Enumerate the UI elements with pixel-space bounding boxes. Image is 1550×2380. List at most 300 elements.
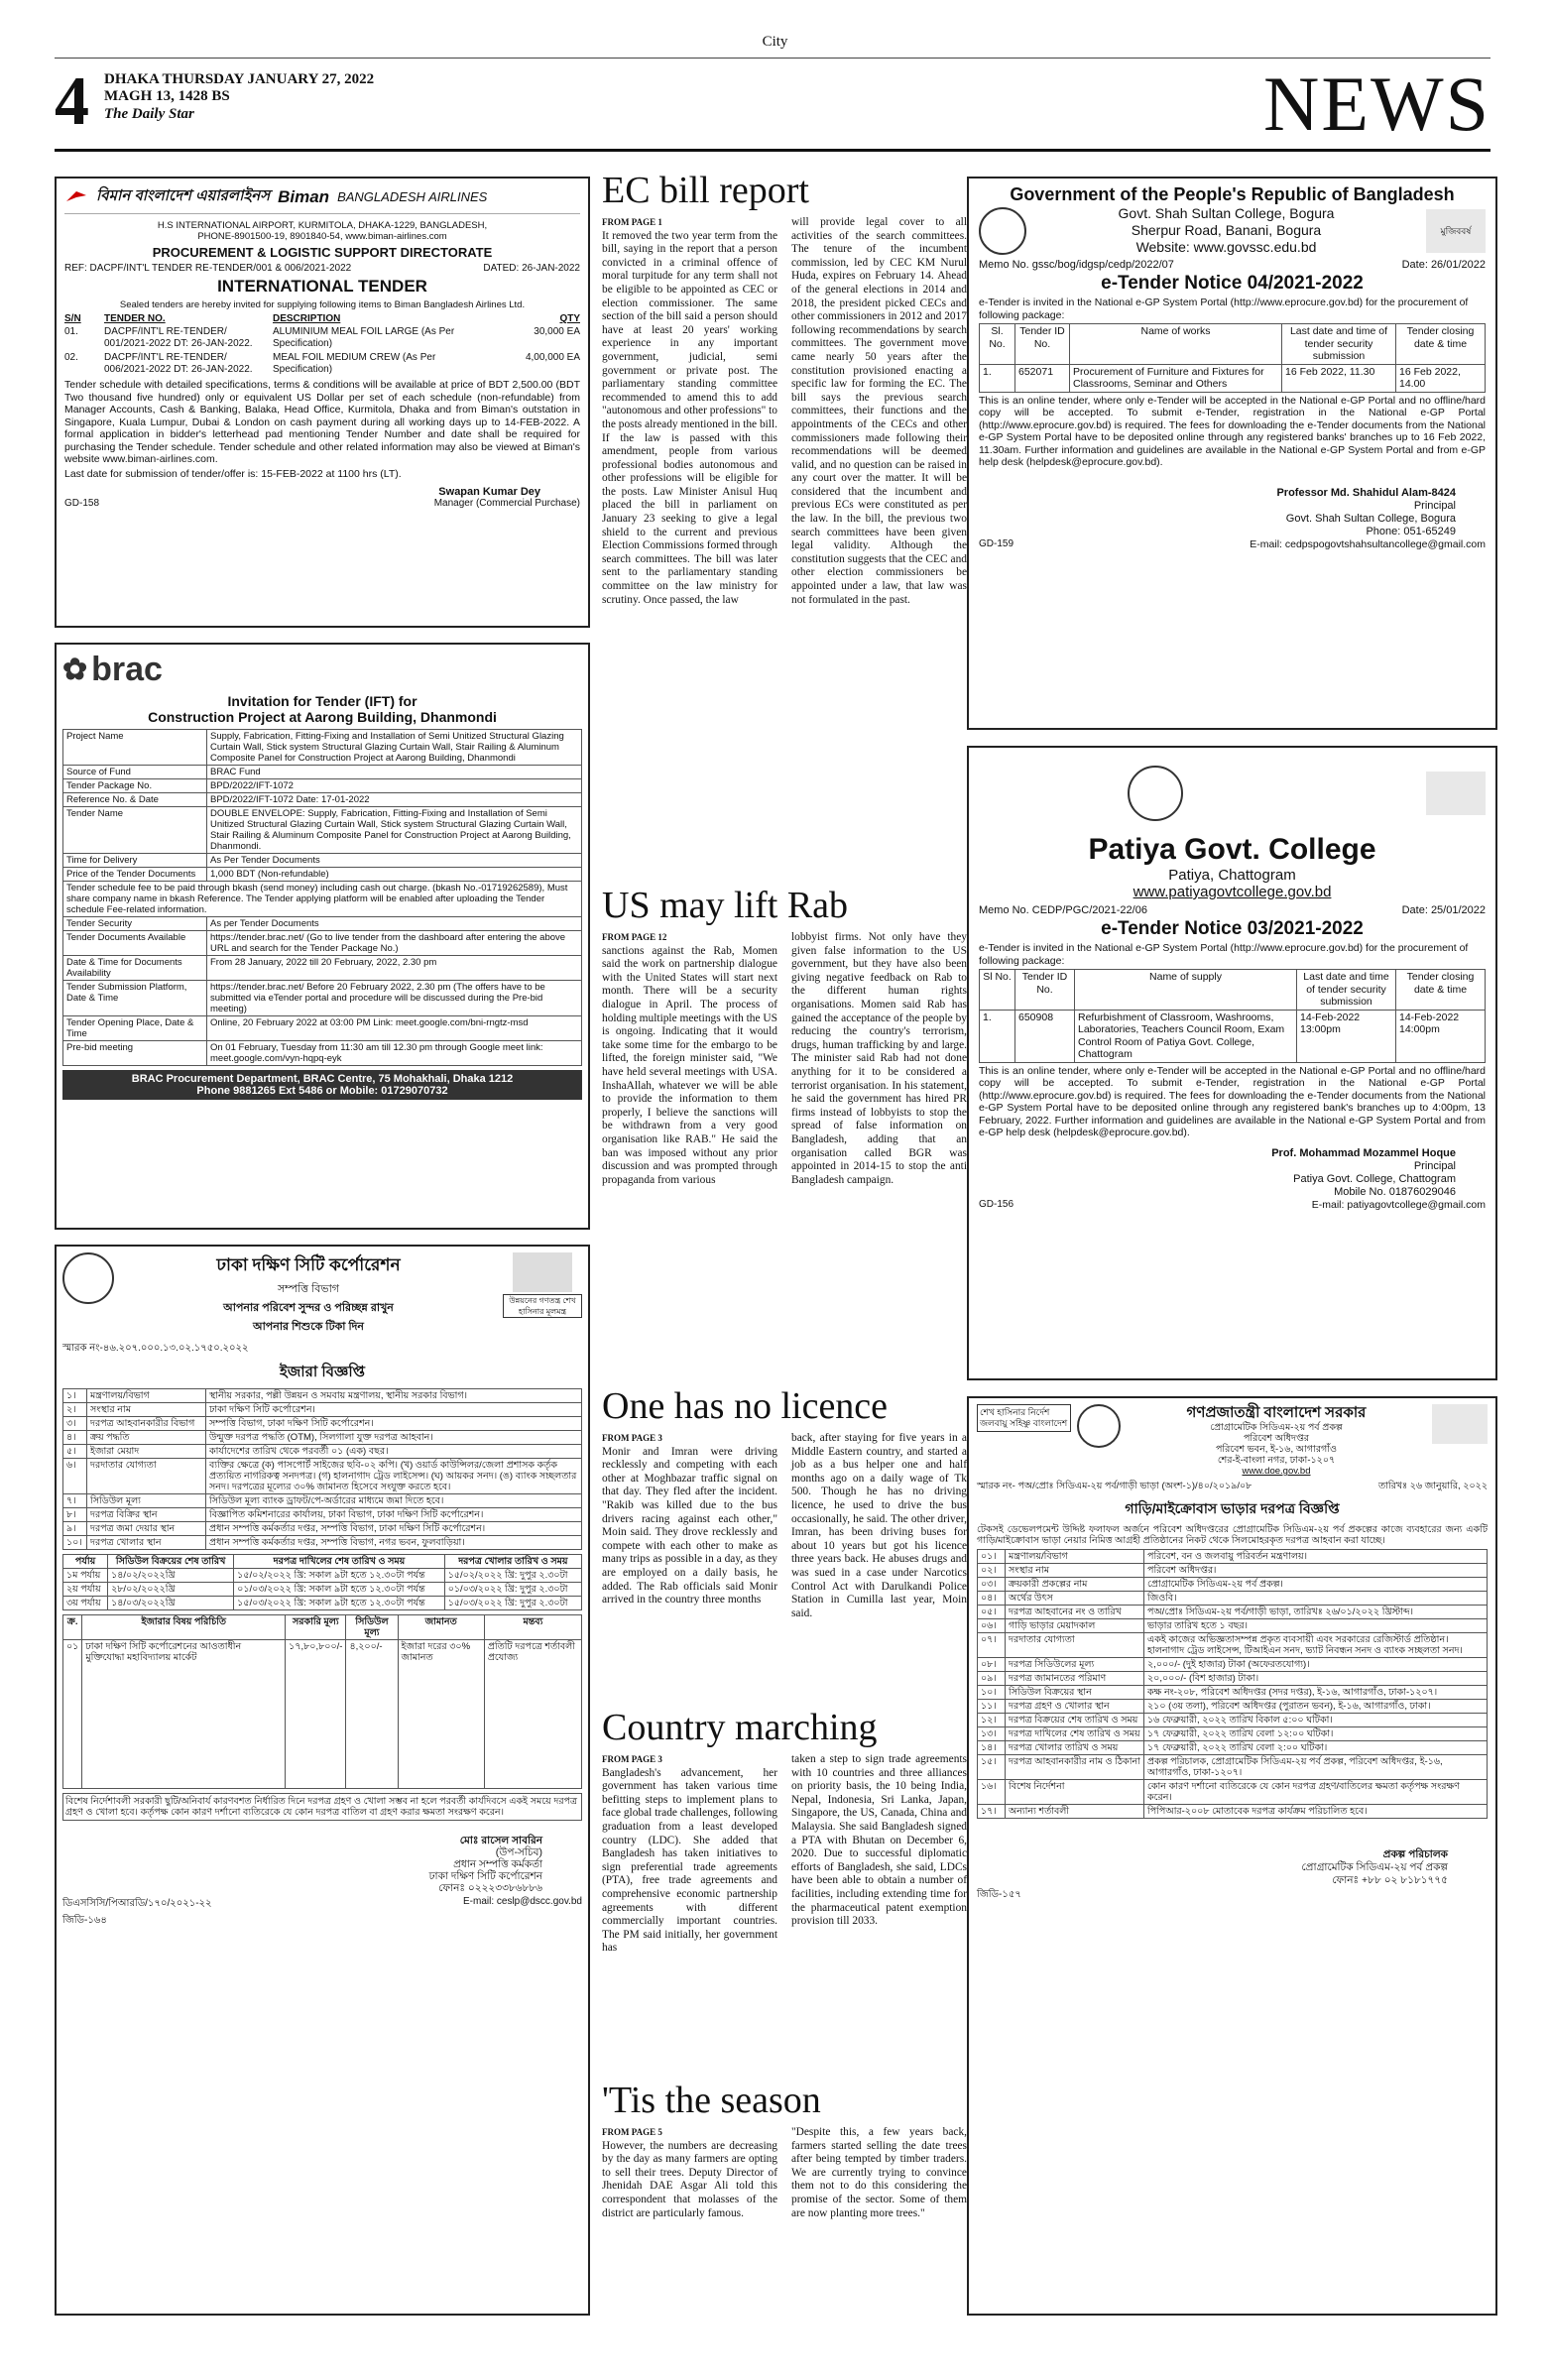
story-text: However, the numbers are decreasing by the day as many farmers are opting to sell their trees. Deputy Director of Jhenidah DAE Asgar Ali told this correspondent that molasses of the district are particularly famous. xyxy=(602,2139,777,2219)
college-emblem-icon xyxy=(979,207,1026,255)
cell: From 28 January, 2022 till 20 February, 2022, 2.30 pm xyxy=(207,956,582,981)
masthead: NEWS xyxy=(1263,60,1490,147)
dscc-signer-line: (উপ-সচিব) xyxy=(495,1846,542,1858)
col-header: S/N xyxy=(64,313,81,324)
patiya-place: Patiya, Chattogram xyxy=(1168,867,1296,884)
doe-signer: প্রকল্প পরিচালক xyxy=(1382,1848,1448,1860)
patiya-body: This is an online tender, where only e-Tender will be accepted in the National e-GP Portal and no offline/hard copy will be accepted. To submit e-Tender, registration in the National e-GP Portal (http://www.eprocure.gov.bd) is required. The fees for downloading the e-Tender documents from the National e-GP System Portal have to be deposited online through any registered bank's branches up to 4:00pm, 13 February, 2022. Further information and guidelines are available in the National e-GP System Portal and from e-GP help desk (helpdesk@eprocure.gov.bd). xyxy=(979,1064,1486,1138)
cell: ৫। xyxy=(63,1445,87,1459)
cell: ঢাকা দক্ষিণ সিটি কর্পোরেশনের আওতাধীন মুক্তিযোদ্ধা মহাবিদ্যালয় মার্কেট xyxy=(82,1640,286,1789)
table-row xyxy=(63,766,582,779)
biman-signer: Swapan Kumar Dey xyxy=(438,486,540,498)
dscc-header xyxy=(62,1252,582,1337)
table-row xyxy=(63,1583,582,1597)
cell: দরপত্র দাখিলের শেষ তারিখ ও সময় xyxy=(1006,1727,1144,1741)
divider xyxy=(55,149,1490,152)
doe-memo: স্মারক নং- পঅ/প্রোঃ সিডিএম-২য় পর্ব/গাড়ী ভাড়া (অংশ-১)/৪০/২০১৯/০৮ xyxy=(977,1481,1252,1491)
cell: কোন কারণ দর্শানো ব্যতিরেকে যে কোন দরপত্র গ্রহণ/বাতিলের ক্ষমতা কর্তৃপক্ষ সংরক্ষণ করেন। xyxy=(1144,1780,1488,1805)
cell: Tender Name xyxy=(63,807,207,854)
cell: পরিবেশ অধিদপ্তর। xyxy=(1144,1564,1488,1578)
cell: BPD/2022/IFT-1072 Date: 17-01-2022 xyxy=(207,793,582,807)
shah-header xyxy=(979,205,1486,256)
cell: ১৭ ফেব্রুয়ারী, ২০২২ তারিখ বেলা ১২:০০ ঘটিকা। xyxy=(1144,1727,1488,1741)
brac-logo-text: brac xyxy=(91,651,163,688)
col-header: ইজারার বিষয় পরিচিতি xyxy=(82,1615,286,1640)
cell: DOUBLE ENVELOPE: Supply, Fabrication, Fitting-Fixing and Installation of Semi Unitized Structural Glazing Curtain Wall, Stick system Structural Glazing Curtain Wall, Stair Railing & Aluminum Composite Panel for Construction Project at Aarong Building, Dhanmondi. xyxy=(207,807,582,854)
table-row xyxy=(978,1619,1488,1633)
cell: ক্রয় পদ্ধতি xyxy=(87,1431,206,1445)
cell: ০১/০৩/২০২২ খ্রি: সকাল ৯টা হতে ১২.৩০টা পর্যন্ত xyxy=(234,1583,445,1597)
cell: অন্যান্য শর্তাবলী xyxy=(1006,1805,1144,1819)
cell: ৪,২০০/- xyxy=(346,1640,398,1789)
cell: দরপত্র গ্রহণ ও খোলার স্থান xyxy=(1006,1700,1144,1714)
cell: 1. xyxy=(980,1010,1015,1062)
patiya-memo: Memo No. CEDP/PGC/2021-22/06 xyxy=(979,904,1147,916)
cell: দরপত্র জমা দেয়ার স্থান xyxy=(87,1522,206,1536)
cell: ১৫/০২/২০২২ খ্রি: দুপুর ২.৩০টা xyxy=(444,1569,581,1583)
cell: DACPF/INT'L RE-TENDER/ 001/2021-2022 DT: 26-JAN-2022. xyxy=(104,326,253,349)
cell: Tender schedule fee to be paid through bkash (send money) including cash out charge. (bkash No.-01719262589), Must share company name in bkash Reference. The Tender applying platform will be enabled after uploading the Tender schedule Fee-related information. xyxy=(63,882,582,917)
ad-code: GD-156 xyxy=(979,1198,1014,1210)
cell: অর্থের উৎস xyxy=(1006,1592,1144,1606)
cell: ১৩। xyxy=(978,1727,1006,1741)
dscc-schedule-table xyxy=(62,1554,582,1610)
doe-web: www.doe.gov.bd xyxy=(1242,1466,1311,1477)
patiya-email: E-mail: patiyagovtcollege@gmail.com xyxy=(1311,1198,1486,1211)
cell: ০৬। xyxy=(978,1619,1006,1633)
table-row xyxy=(978,1727,1488,1741)
patiya-logo-row xyxy=(979,754,1486,833)
cell: দরদাতার যোগ্যতা xyxy=(87,1459,206,1494)
cell: DACPF/INT'L RE-TENDER/ 006/2021-2022 DT: 26-JAN-2022. xyxy=(104,352,253,375)
story-dateline: FROM PAGE 3 xyxy=(602,1754,662,1764)
cell: সংস্থার নাম xyxy=(87,1403,206,1417)
story-body xyxy=(602,931,967,1187)
brac-tender-ad xyxy=(55,643,590,1230)
college-emblem-icon xyxy=(1128,766,1183,821)
shah-signature xyxy=(979,487,1486,538)
dscc-ref: ডিএসসিসি/পিআরডি/১৭০/২০২১-২২ xyxy=(62,1898,212,1909)
table-row xyxy=(980,364,1486,392)
table-row xyxy=(63,931,582,956)
cell: ০১ xyxy=(63,1640,82,1789)
cell: ১৫/০৩/২০২২ খ্রি: দুপুর ২.৩০টা xyxy=(444,1597,581,1610)
shah-email: E-mail: cedpspogovtshahsultancollege@gmail.com xyxy=(1250,537,1486,550)
cell: 4,00,000 EA xyxy=(525,352,580,363)
dscc-emblem-icon xyxy=(62,1252,114,1304)
cell: 16 Feb 2022, 14.00 xyxy=(1396,364,1486,392)
cell: প্রধান সম্পত্তি কর্মকর্তার দপ্তর, সম্পত্তি বিভাগ, ঢাকা দক্ষিণ সিটি কর্পোরেশন। xyxy=(206,1522,582,1536)
cell: ১২। xyxy=(978,1714,1006,1727)
story-text: Monir and Imran were driving recklessly and competing with each other at Moghbazar traffic signal on that day. They fled after the incident. "Rakib was killed due to the bus drivers racing against each other," Moin said. They drove recklessly and compete with each other to make as many trips as possible in a day, as they are employed on a daily basis, he added. The Rab officials said Monir arrived in the country three months xyxy=(602,1445,777,1606)
col-header: Name of supply xyxy=(1075,970,1297,1011)
table-row xyxy=(63,1569,582,1583)
biman-bird-icon xyxy=(64,187,88,207)
brac-title: Invitation for Tender (IFT) for xyxy=(227,693,417,709)
col-header: Name of works xyxy=(1070,324,1282,365)
biman-address: H.S INTERNATIONAL AIRPORT, KURMITOLA, DHAKA-1229, BANGLADESH, xyxy=(157,220,488,231)
shah-body: This is an online tender, where only e-Tender will be accepted in the National e-GP Portal and no offline/hard copy will be accepted. To submit e-Tender, registration in the National e-GP Portal (http://www.eprocure.gov.bd) is required. The fees for downloading the e-Tender documents from the National e-GP System Portal have to be deposited online through any registered banks' branches up to 16 Feb 2022, 11.30am. Further information and guidelines are available in the National e-GP System Portal and from e-GP help desk (helpdesk@eprocure.gov.bd). xyxy=(979,394,1486,468)
cell: ১৭। xyxy=(978,1805,1006,1819)
story-body xyxy=(602,1432,967,1620)
gov-emblem-icon xyxy=(1077,1404,1121,1448)
shah-title-block xyxy=(1119,205,1335,256)
story-column xyxy=(602,1753,777,1956)
cell: MEAL FOIL MEDIUM CREW (As Per Specification) xyxy=(273,352,436,375)
cell: As per Tender Documents xyxy=(207,917,582,931)
shah-signer-line: Principal xyxy=(1413,499,1456,512)
table-row xyxy=(63,1041,582,1066)
shah-intro: e-Tender is invited in the National e-GP System Portal (http://www.eprocure.gov.bd) for the procurement of following package: xyxy=(979,297,1469,321)
mujib-logo-icon xyxy=(1432,1404,1488,1444)
dscc-signer-line: ঢাকা দক্ষিণ সিটি কর্পোরেশন xyxy=(428,1870,542,1882)
cell: ০৯। xyxy=(978,1672,1006,1686)
cell: ১৬। xyxy=(978,1780,1006,1805)
doe-addr: পরিবেশ ভবন, ই-১৬, আগারগাঁও xyxy=(1215,1444,1338,1455)
cell: দরপত্র সিডিউলের মূল্য xyxy=(1006,1658,1144,1672)
table-row xyxy=(63,956,582,981)
cell: দরপত্র আহবানকারীর বিভাগ xyxy=(87,1417,206,1431)
cell: ০৪। xyxy=(978,1592,1006,1606)
paper-name: The Daily Star xyxy=(104,106,194,122)
shah-gov: Government of the People's Republic of Bangladesh xyxy=(1010,184,1455,204)
story-headline: Country marching xyxy=(602,1707,878,1748)
table-row xyxy=(978,1633,1488,1658)
cell: ৭। xyxy=(63,1494,87,1508)
table-row xyxy=(63,1494,582,1508)
biman-body: Tender schedule with detailed specifications, terms & conditions will be available at price of BDT 2,500.00 (BDT Two thousand five hundred) only or equivalent US Dollar per set of each schedule (non-refundable) from Manager Accounts, Cash & Banking, Balaka, Head Office, Kurmitola, Dhaka and from Biman's outstation in Singapore, Kuala Lumpur, Dubai & London on cash payment during all working days up to 14-FEB-2022. A formal application in bidder's letterhead pad mentioning Tender Number and date shall be required for purchasing the Tender schedule. Tender schedule and other related information may also be viewed at Biman's website www.biman-airlines.com. xyxy=(64,379,580,465)
story-text: sanctions against the Rab, Momen said the work on partnership dialogue with the United States will start next month. There will be a security dialogue in April. The process of holding multiple meetings with the US is ongoing. Indicating that it would take some time for the embargo to be lifted, the foreign minister said, "We have held several meetings with USA. InshaAllah, whatever we will be able to provide the information to them properly, I believe the sanctions will be withdrawn from a very good organisation like RAB." He said the ban was imposed without any prior discussion and was prompted through propaganda from various xyxy=(602,944,777,1186)
cell: 1. xyxy=(980,364,1015,392)
cell: কক্ষ নং-২০৮, পরিবেশ অধিদপ্তর (সদর দপ্তর), ই-১৬, আগারগাঁও, ঢাকা-১২০৭। xyxy=(1144,1686,1488,1700)
cell: ১। xyxy=(63,1389,87,1403)
col-header: দরপত্র দাখিলের শেষ তারিখ ও সময় xyxy=(234,1555,445,1569)
cell: প্রধান সম্পত্তি কর্মকর্তার দপ্তর, সম্পত্তি বিভাগ, নগর ভবন, ফুলবাড়িয়া। xyxy=(206,1536,582,1550)
col-header: Tender closing date & time xyxy=(1396,324,1486,365)
doe-addr: শের-ই-বাংলা নগর, ঢাকা-১২০৭ xyxy=(1217,1455,1336,1466)
story-tis-the-season xyxy=(602,2081,967,2220)
cell: মন্ত্রণালয়/বিভাগ xyxy=(1006,1550,1144,1564)
cell: বিশেষ নির্দেশনা xyxy=(1006,1780,1144,1805)
table-row xyxy=(978,1741,1488,1755)
cell: ইজারা দরের ৩০% জামানত xyxy=(398,1640,484,1789)
table-row xyxy=(980,1010,1486,1062)
cell: ১১। xyxy=(978,1700,1006,1714)
doe-signer-line: প্রোগ্রামেটিক সিডিএম-২য় পর্ব প্রকল্প xyxy=(1301,1861,1448,1873)
story-column: will provide legal cover to all activities of the search committees. The tenure of the incumbent commission, led by CEC KM Nurul Huda, expires on February 14. Ahead of the general elections in 2014 and 2018, the president picked CECs and other commissioners in 2012 and 2017 following recommendations by search committees. The government move came nearly 50 years after the constitution provisioned enacting a specific law for forming the EC. The bill says the previous search committees, their functions and the appointments of the CECs and other commissioners made following their recommendations will be deemed valid, and no question can be raised in any court over the matter. It will be considered that the incumbent and previous ECs were constituted as per the law. In the bill, the previous two search committees have been given legal validity. Although the constitution suggests that the CEC and other election commissioners be appointed under a law, that law was not formulated in the past. xyxy=(791,216,967,606)
shah-signer-line: Phone: 051-65249 xyxy=(1366,525,1456,537)
page-number: 4 xyxy=(55,63,89,140)
patiya-memo-row xyxy=(979,904,1486,916)
biman-intro: Sealed tenders are hereby invited for supplying following items to Biman Bangladesh Airlines Ltd. xyxy=(119,299,526,310)
col-header: TENDER NO. xyxy=(104,313,166,324)
doe-signer-line: ফোনঃ +৮৮ ০২ ৮১৮১৭৭৫ xyxy=(1332,1874,1448,1886)
cell: সিডিউল বিক্রয়ের স্থান xyxy=(1006,1686,1144,1700)
cell: সংস্থার নাম xyxy=(1006,1564,1144,1578)
cell: ২০,০০০/- (বিশ হাজার) টাকা। xyxy=(1144,1672,1488,1686)
story-dateline: FROM PAGE 12 xyxy=(602,932,667,942)
cell: সিডিউল মূল্য xyxy=(87,1494,206,1508)
table-header-row xyxy=(63,1555,582,1569)
cell: একই কাজের অভিজ্ঞতাসম্পন্ন প্রকৃত ব্যবসায়ী এবং সরকারের রেজিস্টার্ড প্রতিষ্ঠান। হালনাগাদ ট্রেড লাইসেন্স, টিআইএন সনদ, ভ্যাট নিবন্ধন সনদ ও ব্যাংক সচ্ছলতা সনদ। xyxy=(1144,1633,1488,1658)
cell: Pre-bid meeting xyxy=(63,1041,207,1066)
story-headline: US may lift Rab xyxy=(602,885,849,926)
doe-date: তারিখঃ ২৬ জানুয়ারি, ২০২২ xyxy=(1378,1481,1488,1491)
cell: প্রতিটি দরপত্রে শর্তাবলী প্রযোজ্য xyxy=(484,1640,581,1789)
col-header: Tender closing date & time xyxy=(1396,970,1486,1011)
table-row xyxy=(64,352,580,376)
cell: ১ম পর্যায় xyxy=(63,1569,108,1583)
patiya-footer xyxy=(979,1199,1486,1211)
cell: Time for Delivery xyxy=(63,854,207,868)
col-header: Sl No. xyxy=(980,970,1015,1011)
cell: As Per Tender Documents xyxy=(207,854,582,868)
dscc-email: E-mail: ceslp@dscc.gov.bd xyxy=(462,1896,582,1907)
divider xyxy=(55,58,1490,59)
col-header: মন্তব্য xyxy=(484,1615,581,1640)
table-header-row xyxy=(980,970,1486,1011)
cell: দরপত্র আহবানের নং ও তারিখ xyxy=(1006,1606,1144,1619)
biman-logo-row xyxy=(64,184,580,214)
cell: ০৫। xyxy=(978,1606,1006,1619)
patiya-signature xyxy=(979,1147,1486,1199)
story-text: Bangladesh's advancement, her government has taken various time befitting steps to implement plans to face global trade challenges, following graduation from a least developed country (LDC). She added that Bangladesh has taken initiatives to sign preferential trade agreements (PTA), free trade agreements and comprehensive economic partnership agreements with different commercially important countries. The PM said initially, her government has xyxy=(602,1766,777,1955)
cell: ৬। xyxy=(63,1459,87,1494)
table-row xyxy=(63,1389,582,1403)
shah-addr: Sherpur Road, Banani, Bogura xyxy=(1131,222,1322,238)
page-header xyxy=(0,0,1550,60)
cell: Procurement of Furniture and Fixtures for Classrooms, Seminar and Others xyxy=(1070,364,1282,392)
cell: দরদাতার যোগ্যতা xyxy=(1006,1633,1144,1658)
cell: 30,000 EA xyxy=(534,326,580,337)
cell: ১৭ ফেব্রুয়ারী, ২০২২ তারিখ বেলা ২:০০ ঘটিকা। xyxy=(1144,1741,1488,1755)
cell: ১৪/০২/২০২২খ্রি xyxy=(108,1569,234,1583)
col-header: Last date and time of tender security submission xyxy=(1282,324,1396,365)
cell: 652071 xyxy=(1015,364,1070,392)
shah-table xyxy=(979,323,1486,393)
col-header: সরকারি মূল্য xyxy=(286,1615,346,1640)
biman-table-header xyxy=(64,313,580,324)
story-dateline: FROM PAGE 5 xyxy=(602,2127,662,2137)
cell: পরিবেশ, বন ও জলবায়ু পরিবর্তন মন্ত্রণালয়। xyxy=(1144,1550,1488,1564)
story-headline: One has no licence xyxy=(602,1385,889,1427)
dscc-signer-line: প্রধান সম্পত্তি কর্মকর্তা xyxy=(453,1858,542,1870)
patiya-title: e-Tender Notice 03/2021-2022 xyxy=(1101,918,1364,939)
cell: ১৬ ফেব্রুয়ারী, ২০২২ তারিখ বিকাল ৫:০০ ঘটিকা। xyxy=(1144,1714,1488,1727)
dscc-title-block xyxy=(114,1252,503,1337)
cell: ০১। xyxy=(978,1550,1006,1564)
patiya-date: Date: 25/01/2022 xyxy=(1401,904,1486,916)
cell: ইজারা মেয়াদ xyxy=(87,1445,206,1459)
brac-subtitle: Construction Project at Aarong Building, Dhanmondi xyxy=(148,709,497,725)
cell: Online, 20 February 2022 at 03:00 PM Link: meet.google.com/bni-rngtz-msd xyxy=(207,1016,582,1041)
table-row xyxy=(63,807,582,854)
dscc-note: বিশেষ নির্দেশাবলী সরকারী ছুটি/অনিবার্য কারণবশত নির্ধারিত দিনে দরপত্র গ্রহণ ও খোলা সম্ভব না হলে পরবর্তী কার্যদিবসে একই সময়ে দরপত্র গ্রহণ ও খোলা হবে। কর্তৃপক্ষ কোন কারণ দর্শানো ব্যতিরেকে যে কোন দরপত্র বাতিল বা গ্রহণ করার ক্ষমতা সংরক্ষণ করেন। xyxy=(62,1793,582,1821)
cell: Supply, Fabrication, Fitting-Fixing and Installation of Semi Unitized Structural Glazing Curtain Wall, Stick system Structural Glazing Curtain Wall, Stair Railing & Aluminum Composite Panel for Construction Project at Aarong Building, Dhanmondi xyxy=(207,730,582,766)
brac-footer-address: BRAC Procurement Department, BRAC Centre, 75 Mohakhali, Dhaka 1212 xyxy=(131,1073,514,1085)
col-header: Tender ID No. xyxy=(1015,970,1075,1011)
table-row xyxy=(63,868,582,882)
table-row xyxy=(978,1564,1488,1578)
patiya-signer-line: Patiya Govt. College, Chattogram xyxy=(1293,1172,1456,1185)
story-column: back, after staying for five years in a Middle Eastern country, and started a job as a bus helper one and half months ago on a daily wage of Tk 500. Though he has no driving licence, he used to drive the bus occasionally, he said. The other driver, Imran, has been driving buses for about 10 years but got his licence three years back. He abuses drugs and was sued in a case under Narcotics Control Act with Darulkandi Police Station in Cumilla last year, Moin said. xyxy=(791,1432,967,1619)
dscc-dept: সম্পত্তি বিভাগ xyxy=(278,1283,339,1295)
doe-table xyxy=(977,1549,1488,1819)
story-dateline: FROM PAGE 1 xyxy=(602,217,662,227)
cell: উন্মুক্ত দরপত্র পদ্ধতি (OTM), সিলগালা যুক্ত দরপত্র আহবান। xyxy=(206,1431,582,1445)
bangla-date-line: MAGH 13, 1428 BS xyxy=(104,88,230,104)
cell: Refurbishment of Classroom, Washrooms, Laboratories, Teachers Council Room, Exam Control Room of Patiya Govt. College, Chattogram xyxy=(1075,1010,1297,1062)
col-header: জামানত xyxy=(398,1615,484,1640)
cell: ০১/০৩/২০২২ খ্রি: দুপুর ২.৩০টা xyxy=(444,1583,581,1597)
table-row xyxy=(978,1578,1488,1592)
cell: ১০। xyxy=(978,1686,1006,1700)
cell: কার্যাদেশের তারিখ থেকে পরবর্তী ০১ (এক) বছর। xyxy=(206,1445,582,1459)
doe-signature xyxy=(977,1848,1488,1887)
col-header: DESCRIPTION xyxy=(273,313,341,324)
table-row xyxy=(63,1640,582,1789)
cell: ALUMINIUM MEAL FOIL LARGE (As Per Specification) xyxy=(273,326,455,349)
doe-dept: পরিবেশ অধিদপ্তর xyxy=(1243,1433,1310,1444)
table-row xyxy=(63,1417,582,1431)
portrait-icon xyxy=(513,1252,572,1292)
table-row xyxy=(64,326,580,350)
dscc-table xyxy=(62,1388,582,1550)
cell: ১৫। xyxy=(978,1755,1006,1780)
cell: ২,০০০/- (দুই হাজার) টাকা (অফেরতযোগ্য)। xyxy=(1144,1658,1488,1672)
story-text: It removed the two year term from the bill, saying in the report that a person convicted in a criminal offence of moral turpitude for any term shall not be eligible to be appointed as CEC or election commissioner. The same section of the bill said a person should have at least 20 years' working experience in any important government, judicial, semi government or private post. The parliamentary standing committee recommended to amend this to add "autonomous and other professions" to the posts already mentioned in the bill. If the law is passed with this amendment, people from various professional bodies autonomous and other professions will be eligible for the posts. Law Minister Anisul Huq placed the bill in parliament on January 23 seeking to give a legal shield to the current and previous Election Commissions formed through search committees. The bill was later sent to the parliamentary standing committee on the law ministry for scrutiny. Once passed, the law xyxy=(602,229,777,606)
table-row xyxy=(978,1714,1488,1727)
cell: ব্যক্তির ক্ষেত্রে (ক) পাসপোর্ট সাইজের ছবি-০২ কপি। (খ) ওয়ার্ড কাউন্সিলর/জেলা প্রশাসক কর্তৃক প্রত্যয়িত নাগরিকত্ব সনদপত্র। (গ) হালনাগাদ ট্রেড লাইসেন্স। (ঘ) আয়কর সনদ। (ঙ) ব্যাংক সচ্ছলতার সনদ। দরপত্রের মূল্যের ৩০% জামানত হিসেবে সংযুক্ত করতে হবে। xyxy=(206,1459,582,1494)
table-row xyxy=(63,1403,582,1417)
cell: ১৫/০৩/২০২২ খ্রি: সকাল ৯টা হতে ১২.৩০টা পর্যন্ত xyxy=(234,1597,445,1610)
patiya-table xyxy=(979,969,1486,1063)
cell: ভাড়ার তারিখ হতে ১ বছর। xyxy=(1144,1619,1488,1633)
cell: পিপিআর-২০০৮ মোতাবেক দরপত্র কার্যক্রম পরিচালিত হবে। xyxy=(1144,1805,1488,1819)
col-header: QTY xyxy=(559,313,580,324)
cell: ০৭। xyxy=(978,1633,1006,1658)
table-row xyxy=(63,917,582,931)
brac-logo xyxy=(62,651,582,689)
cell: 14-Feb-2022 14:00pm xyxy=(1396,1010,1486,1062)
table-row xyxy=(978,1700,1488,1714)
shah-sultan-etender-ad xyxy=(967,177,1497,730)
patiya-signer-line: Principal xyxy=(1413,1159,1456,1172)
cell: ১৫/০২/২০২২ খ্রি: সকাল ৯টা হতে ১২.৩০টা পর্যন্ত xyxy=(234,1569,445,1583)
shah-memo-row xyxy=(979,259,1486,271)
cell: দরপত্র বিক্রয়ের শেষ তারিখ ও সময় xyxy=(1006,1714,1144,1727)
cell: 01. xyxy=(64,326,78,337)
cell: https://tender.brac.net/ Before 20 February 2022, 2.30 pm (The offers have to be submitted via eTender portal and procedure will be discussed during the Pre-bid meeting) xyxy=(207,981,582,1016)
patiya-etender-ad xyxy=(967,746,1497,1380)
cell: ২য় পর্যায় xyxy=(63,1583,108,1597)
col-header: Sl. No. xyxy=(980,324,1015,365)
biman-brand-sub: BANGLADESH AIRLINES xyxy=(337,189,488,204)
dscc-slogan: আপনার শিশুকে টিকা দিন xyxy=(252,1321,365,1333)
ad-code: জিডি-১৫৭ xyxy=(977,1889,1021,1900)
col-header: ক্র. xyxy=(63,1615,82,1640)
brac-footer-phone: Phone 9881265 Ext 5486 or Mobile: 01729070732 xyxy=(196,1085,448,1097)
cell: ০২। xyxy=(978,1564,1006,1578)
cell: 14-Feb-2022 13:00pm xyxy=(1297,1010,1396,1062)
cell: ঢাকা দক্ষিণ সিটি কর্পোরেশন। xyxy=(206,1403,582,1417)
biman-title: INTERNATIONAL TENDER xyxy=(217,277,427,296)
dscc-lease-ad xyxy=(55,1245,590,2316)
shah-web: Website: www.govssc.edu.bd xyxy=(1135,239,1317,255)
biman-brand: Biman xyxy=(278,186,330,206)
table-row xyxy=(63,1445,582,1459)
table-row xyxy=(978,1780,1488,1805)
doe-title: গাড়ি/মাইক্রোবাস ভাড়ার দরপত্র বিজ্ঞপ্তি xyxy=(1125,1500,1340,1516)
doe-intro: টেকসই ডেভেলপমেন্ট উদ্দিষ্ট ফলাফল অর্জনে পরিবেশ অধিদপ্তরের প্রোগ্রামেটিক সিডিএম-২য় পর্ব প্রকল্পের কাজে ব্যবহারের জন্য একটি গাড়ি/মাইক্রোবাস ভাড়া নেয়ার নিমিত্ত আগ্রহী প্রতিষ্ঠানের নিকট থেকে সিলমোহরকৃত দরপত্র আহবান করা যাচ্ছে। xyxy=(977,1524,1488,1546)
table-row xyxy=(978,1606,1488,1619)
cell: দরপত্র খোলার তারিখ ও সময় xyxy=(1006,1741,1144,1755)
story-column: "Despite this, a few years back, farmers started selling the date trees after being tempted by timber traders. We are currently trying to convince them not to do this considering the promise of the sector. Some of them are now planting more trees." xyxy=(791,2126,967,2219)
patiya-intro: e-Tender is invited in the National e-GP System Portal (http://www.eprocure.gov.bd) for the procurement of following package: xyxy=(979,942,1469,967)
cell: Date & Time for Documents Availability xyxy=(63,956,207,981)
biman-footer xyxy=(64,498,580,509)
table-header-row xyxy=(980,324,1486,365)
doe-memo-row xyxy=(977,1480,1488,1494)
table-row xyxy=(63,730,582,766)
table-row xyxy=(978,1755,1488,1780)
doe-left-box: শেখ হাসিনার নির্দেশ জলবায়ু সহিষ্ণু বাংলাদেশ xyxy=(977,1404,1071,1432)
cell: গাড়ি ভাড়ার মেয়াদকাল xyxy=(1006,1619,1144,1633)
doe-title-block xyxy=(1127,1404,1426,1477)
cell: Tender Opening Place, Date & Time xyxy=(63,1016,207,1041)
table-row xyxy=(63,1522,582,1536)
cell: Source of Fund xyxy=(63,766,207,779)
cell: Tender Submission Platform, Date & Time xyxy=(63,981,207,1016)
story-no-licence xyxy=(602,1386,967,1620)
table-row xyxy=(63,981,582,1016)
table-row xyxy=(978,1592,1488,1606)
cell: প্রোগ্রামেটিক সিডিএম-২য় পর্ব প্রকল্প। xyxy=(1144,1578,1488,1592)
cell: ১৪/০৩/২০২২খ্রি xyxy=(108,1597,234,1610)
dscc-signer-line: ফোনঃ ০২২২৩৩৮৬৮৮৬ xyxy=(438,1882,542,1894)
cell: ৮। xyxy=(63,1508,87,1522)
doe-proj: প্রোগ্রামেটিক সিডিএম-২য় পর্ব প্রকল্প xyxy=(1210,1422,1343,1433)
cell: Tender Package No. xyxy=(63,779,207,793)
story-body xyxy=(602,2126,967,2220)
table-row xyxy=(63,1508,582,1522)
cell: ৩য় পর্যায় xyxy=(63,1597,108,1610)
col-header: দরপত্র খোলার তারিখ ও সময় xyxy=(444,1555,581,1569)
story-column xyxy=(602,216,777,607)
story-column: lobbyist firms. Not only have they given false information to the US government, but they have also been giving negative feedback on Rab to the different human rights organisations. Momen said Rab has gained the acceptance of the people by reducing the country's terrorism, drugs, human trafficking by and large. The minister said Rab had not done anything for it to be considered a terrorist organisation. In his statement, he said the government has hired PR firms instead of lobbyists to stop the spread of false information on Bangladesh, adding that an organisation called BGR was appointed in 2014-15 to stop the anti Bangladesh campaign. xyxy=(791,931,967,1186)
table-row xyxy=(63,1597,582,1610)
dscc-footer xyxy=(62,1896,582,1913)
story-column: taken a step to sign trade agreements with 10 countries and three alliances on priority basis, the 10 being India, Nepal, Indonesia, Sri Lanka, Japan, Singapore, the US, Canada, China and Malaysia. She said Bangladesh signed a PTA with Bhutan on December 6, 2020. Due to successful diplomatic efforts of Bangladesh, she said, LDCs have been able to obtain a number of facilities, including extending time for the pharmaceutical patent exemption provision till 2033. xyxy=(791,1753,967,1928)
dscc-badge: উন্নয়নের গণতন্ত্র শেখ হাসিনার মূলমন্ত্র xyxy=(503,1294,582,1318)
cell: সিডিউল মূল্য ব্যাংক ড্রাফট/পে-অর্ডারের মাধ্যমে জমা দিতে হবে। xyxy=(206,1494,582,1508)
story-headline: EC bill report xyxy=(602,170,809,211)
shah-footer xyxy=(979,538,1486,550)
shah-memo: Memo No. gssc/bog/idgsp/cedp/2022/07 xyxy=(979,259,1174,271)
cell: 16 Feb 2022, 11.30 xyxy=(1282,364,1396,392)
table-row xyxy=(63,1459,582,1494)
ad-code: GD-158 xyxy=(64,498,100,509)
cell: ১৪। xyxy=(978,1741,1006,1755)
cell: On 01 February, Tuesday from 11:30 am till 12.30 pm through Google meet link: meet.google.com/vyn-hqpq-eyk xyxy=(207,1041,582,1066)
cell: Price of the Tender Documents xyxy=(63,868,207,882)
cell: ৩। xyxy=(63,1417,87,1431)
table-header-row xyxy=(63,1615,582,1640)
cell: প্রকল্প পরিচালক, প্রোগ্রামেটিক সিডিএম-২য় পর্ব প্রকল্প, পরিবেশ অধিদপ্তর, ই-১৬, আগারগাঁও, ঢাকা-১২০৭। xyxy=(1144,1755,1488,1780)
cell: 650908 xyxy=(1015,1010,1075,1062)
mujib-logo-icon xyxy=(1426,772,1486,815)
biman-directorate: PROCUREMENT & LOGISTIC SUPPORT DIRECTORATE xyxy=(152,245,493,260)
